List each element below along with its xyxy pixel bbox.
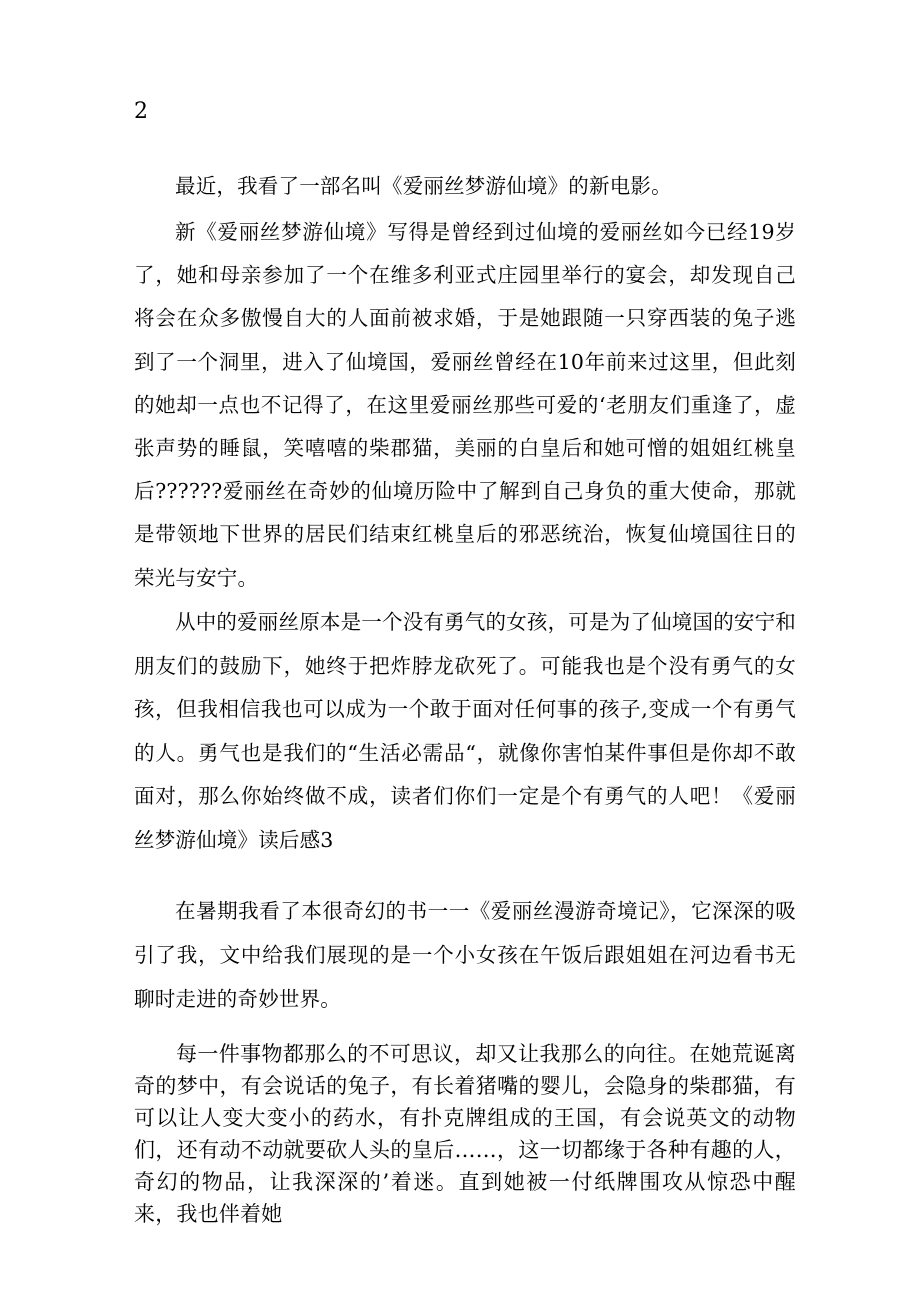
paragraph-intro: 最近，我看了一部名叫《爱丽丝梦游仙境》的新电影。 — [175, 174, 672, 198]
paragraph-courage: 从中的爱丽丝原本是一个没有勇气的女孩，可是为了仙境国的安宁和朋友们的鼓励下，她终于把炸脖龙砍死了。可能我也是个没有勇气的女孩，但我相信我也可以成为一个敢于面对任何事的孩子,变成一个有勇气的人。勇气也是我们的“生活必需品“，就像你害怕某件事但是你却不敢面对，那么你始终做不成，读者们你们一定是个有勇气的人吧！《爱丽丝梦游仙境》读后感3 — [134, 610, 796, 852]
paragraph-wonderland-things: 每一件事物都那么的不可思议，却又让我那么的向往。在她荒诞离奇的梦中，有会说话的兔子，有长着猪嘴的婴儿，会隐身的柴郡猫，有可以让人变大变小的药水，有扑克牌组成的王国，有会说英文的动物们，还有动不动就要砍人头的皇后……，这一切都缘于各种有趣的人，奇幻的物品，让我深深的’着迷。直到她被一付纸牌围攻从惊恐中醒来，我也伴着她 — [134, 1042, 796, 1226]
page-number: 2 — [134, 99, 148, 124]
paragraph-summer-reading: 在暑期我看了本很奇幻的书一一《爱丽丝漫游奇境记》，它深深的吸引了我，文中给我们展现的是一个小女孩在午饭后跟姐姐在河边看书无聊时走进的奇妙世界。 — [134, 899, 796, 1011]
paragraph-plot-summary: 新《爱丽丝梦游仙境》写得是曾经到过仙境的爱丽丝如今已经19岁了，她和母亲参加了一个在维多利亚式庄园里举行的宴会，却发现自己将会在众多傲慢自大的人面前被求婚，于是她跟随一只穿西装的兔子逃到了一个洞里，进入了仙境国，爱丽丝曾经在10年前来过这里，但此刻的她却一点也不记得了，在这里爱丽丝那些可爱的‘老朋友们重逢了，虚张声势的睡鼠，笑嘻嘻的柴郡猫，美丽的白皇后和她可憎的姐姐红桃皇后??????爱丽丝在奇妙的仙境历险中了解到自己身负的重大使命，那就是带领地下世界的居民们结束红桃皇后的邪恶统治，恢复仙境国往日的荣光与安宁。 — [134, 220, 796, 590]
